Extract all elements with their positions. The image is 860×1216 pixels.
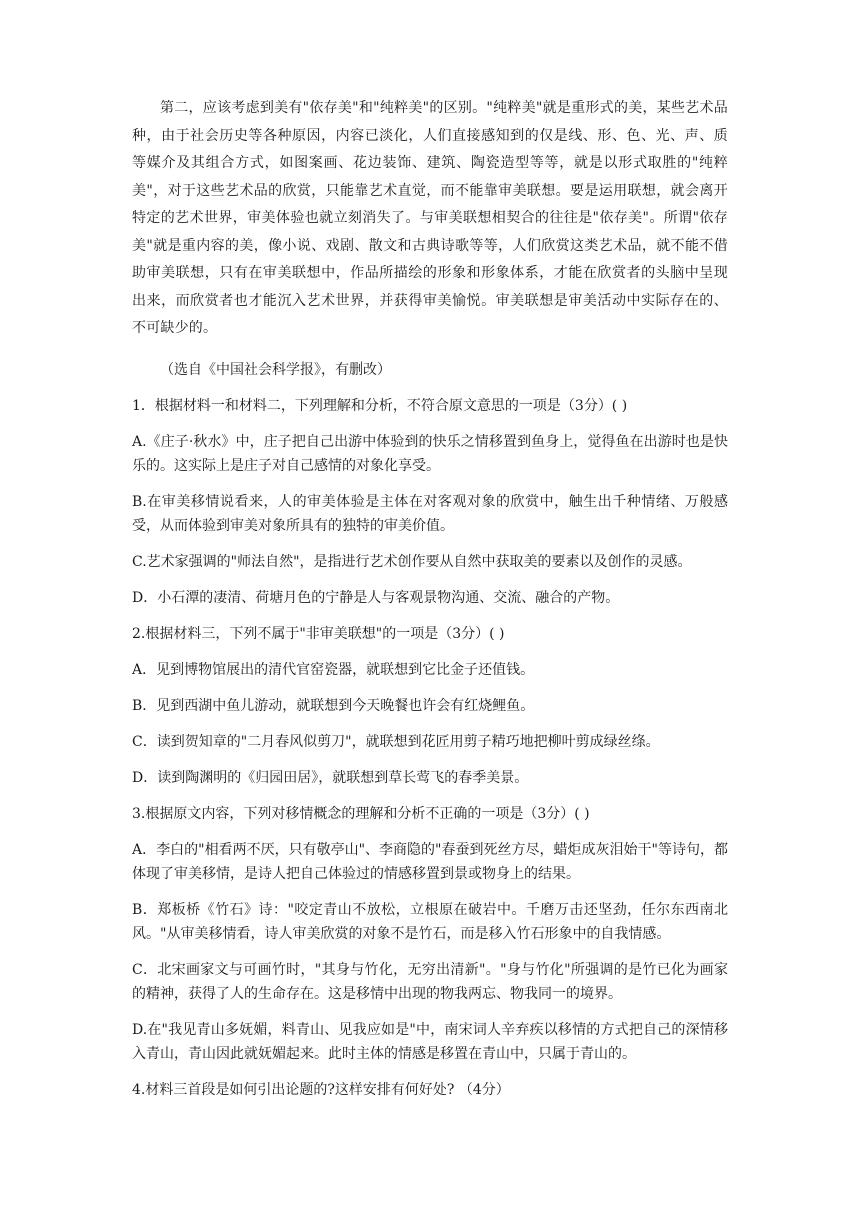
question-1-option-b: B.在审美移情说看来，人的审美体验是主体在对客观对象的欣赏中，触生出千种情绪、万般感受，从而体验到审美对象所具有的独特的审美价值。 xyxy=(132,493,728,534)
question-3-stem: 3.根据原文内容，下列对移情概念的理解和分析不正确的一项是（3分）( ) xyxy=(132,805,590,822)
question-2-option-b: B．见到西湖中鱼儿游动，就联想到今天晚餐也许会有红烧鲤鱼。 xyxy=(132,697,535,714)
question-2-option-c: C．读到贺知章的"二月春风似剪刀"，就联想到花匠用剪子精巧地把柳叶剪成绿丝绦。 xyxy=(132,733,660,750)
question-1-option-c: C.艺术家强调的"师法自然"，是指进行艺术创作要从自然中获取美的要素以及创作的灵感。 xyxy=(132,553,692,570)
question-2-option-a: A．见到博物馆展出的清代官窑瓷器，就联想到它比金子还值钱。 xyxy=(132,661,535,678)
question-3-option-b: B．郑板桥《竹石》诗："咬定青山不放松，立根原在破岩中。千磨万击还坚劲，任尔东西南北风。"从审美移情看，诗人审美欣赏的对象不是竹石，而是移入竹石形象中的自我情感。 xyxy=(132,901,728,942)
question-2-option-d: D．读到陶渊明的《归园田居》，就联想到草长莺飞的春季美景。 xyxy=(132,769,529,786)
question-1-option-a: A.《庄子·秋水》中，庄子把自己出游中体验到的快乐之情移置到鱼身上，觉得鱼在出游时也是快乐的。这实际上是庄子对自己感情的对象化享受。 xyxy=(132,433,728,474)
document-page xyxy=(132,95,728,1102)
passage-paragraph: 第二，应该考虑到美有"依存美"和"纯粹美"的区别。"纯粹美"就是重形式的美，某些艺术品种，由于社会历史等各种原因，内容已淡化，人们直接感知到的仅是线、形、色、光、声、质等媒介及其组合方式，如图案画、花边装饰、建筑、陶瓷造型等等，就是以形式取胜的"纯粹美"，对于这些艺术品的欣赏，只能靠艺术直觉，而不能靠审美联想。要是运用联想，就会离开特定的艺术世界，审美体验也就立刻消失了。与审美联想相契合的往往是"依存美"。所谓"依存美"就是重内容的美，像小说、戏剧、散文和古典诗歌等等，人们欣赏这类艺术品，就不能不借助审美联想，只有在审美联想中，作品所描绘的形象和形象体系，才能在欣赏者的头脑中呈现出来，而欣赏者也才能沉入艺术世界，并获得审美愉悦。审美联想是审美活动中实际存在的、不可缺少的。 xyxy=(132,100,728,336)
question-4-stem: 4.材料三首段是如何引出论题的?这样安排有何好处? （4分） xyxy=(132,1081,510,1098)
question-2-stem: 2.根据材料三，下列不属于"非审美联想"的一项是（3分）( ) xyxy=(132,625,505,642)
passage-source: （选自《中国社会科学报》，有删改） xyxy=(160,361,391,378)
question-1-option-d: D．小石潭的凄清、荷塘月色的宁静是人与客观景物沟通、交流、融合的产物。 xyxy=(132,589,620,606)
question-1-stem: 1．根据材料一和材料二，下列理解和分析，不符合原文意思的一项是（3分）( ) xyxy=(132,397,628,414)
question-3-option-a: A．李白的"相看两不厌，只有敬亭山"、李商隐的"春蚕到死丝方尽，蜡炬成灰泪始干"等诗句，都体现了审美移情，是诗人把自己体验过的情感移置到景或物身上的结果。 xyxy=(132,841,728,882)
question-3-option-d: D.在"我见青山多妩媚，料青山、见我应如是"中，南宋词人辛弃疾以移情的方式把自己的深情移入青山，青山因此就妩媚起来。此时主体的情感是移置在青山中，只属于青山的。 xyxy=(132,1021,728,1062)
question-3-option-c: C．北宋画家文与可画竹时，"其身与竹化，无穷出清新"。"身与竹化"所强调的是竹已化为画家的精神，获得了人的生命存在。这是移情中出现的物我两忘、物我同一的境界。 xyxy=(132,961,728,1002)
